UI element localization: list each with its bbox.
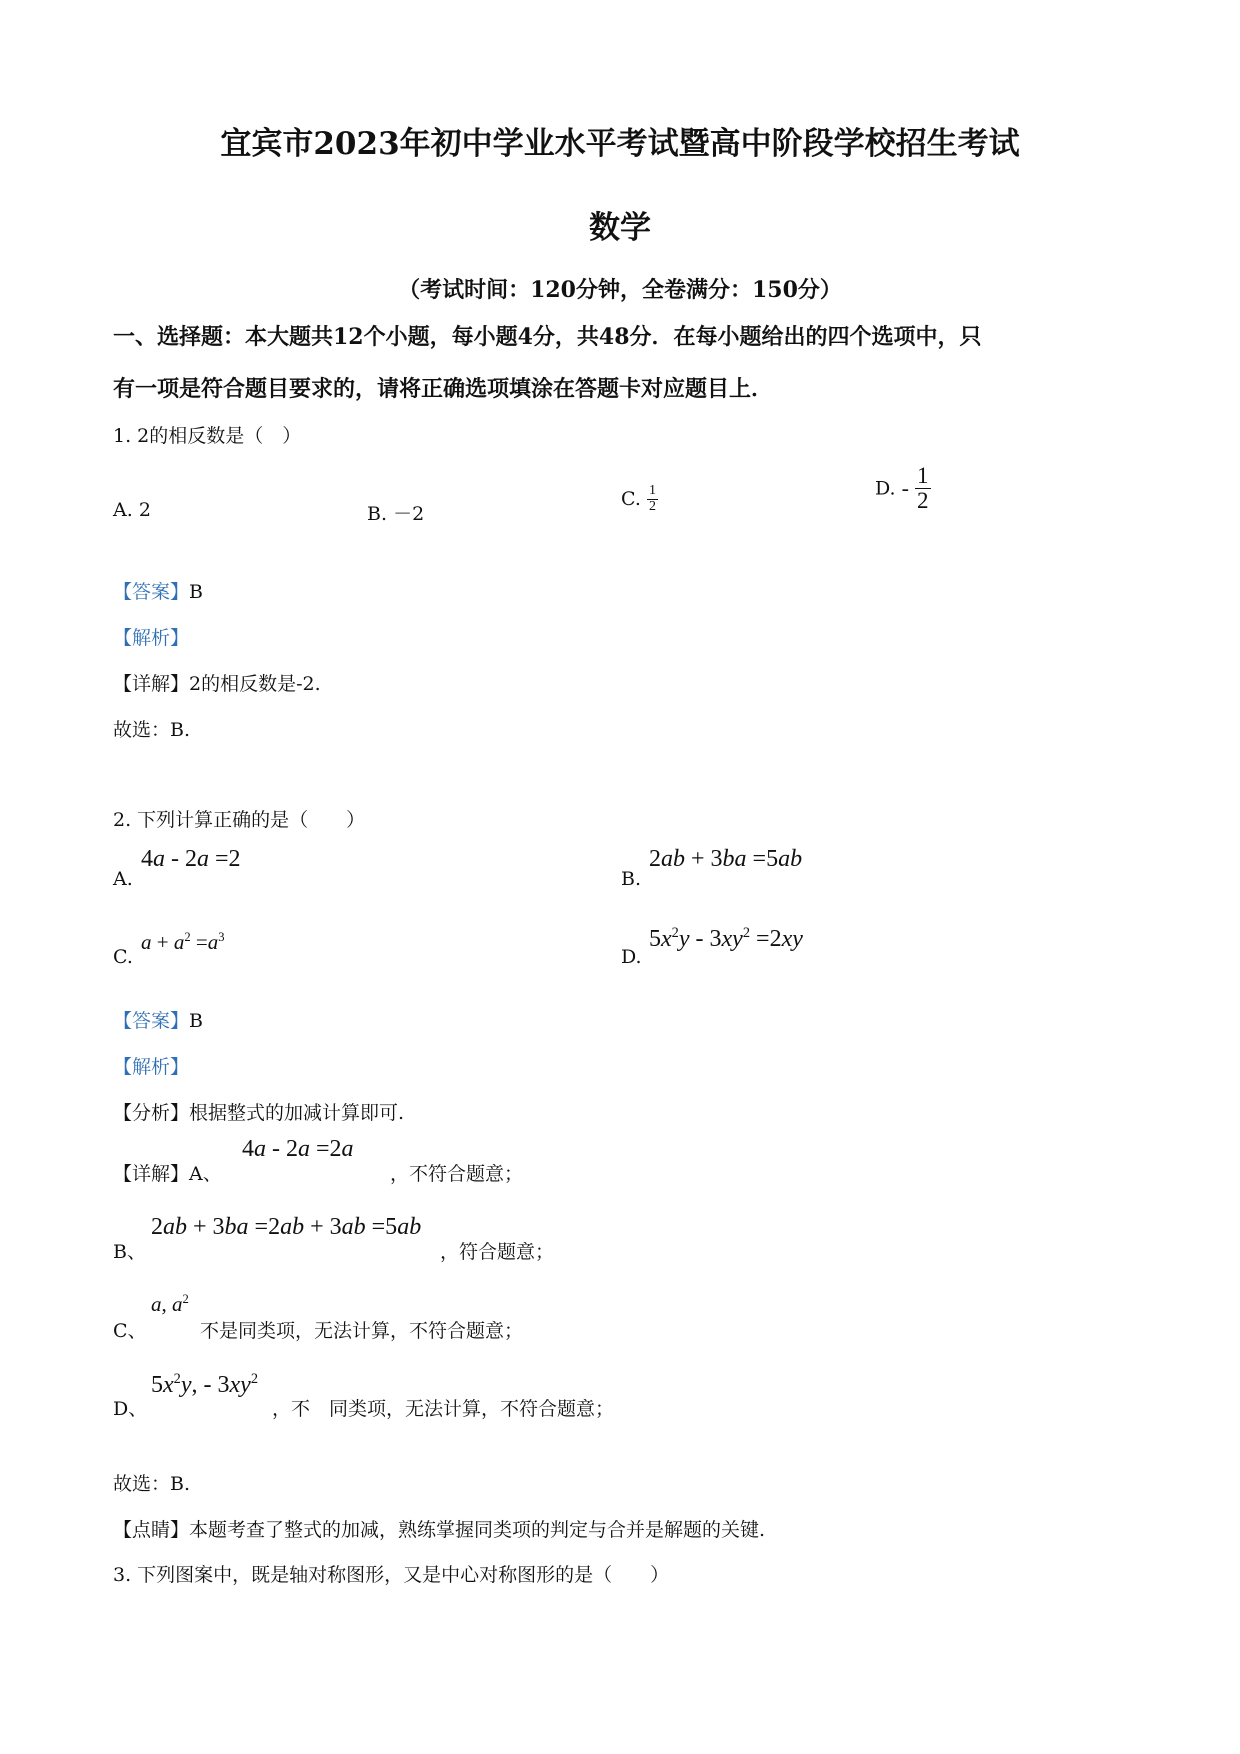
q2-detail-d-prefix: D、	[113, 1398, 148, 1420]
q2-dianjing: 【点睛】本题考查了整式的加减，熟练掌握同类项的判定与合并是解题的关键.	[113, 1519, 766, 1541]
q2-stem: 2. 下列计算正确的是（ ）	[113, 809, 366, 831]
q2-answer	[113, 1006, 203, 1033]
q2-detail-c-formula: a, $a^2$	[151, 1292, 189, 1316]
q1-option-d-label: D.	[875, 477, 896, 500]
q1-option-b-value: －2	[393, 503, 425, 525]
q1-answer-value: B	[189, 581, 203, 603]
q2-option-d-label: D.	[621, 946, 642, 968]
q1-option-a	[113, 499, 151, 521]
fraction-numerator: 1	[648, 483, 656, 498]
q2-detail-a-formula: 4a - 2a =2a	[242, 1136, 354, 1162]
q2-fenxi: 【分析】根据整式的加减计算即可.	[113, 1102, 405, 1124]
q1-option-d-fraction	[915, 464, 931, 513]
q1-option-a-value: 2	[138, 499, 151, 521]
q1-answer-tag: 【答案】	[113, 581, 190, 603]
q1-detail: 【详解】2的相反数是-2.	[113, 673, 321, 695]
q1-answer	[113, 577, 203, 604]
q1-option-b-label: B.	[367, 503, 388, 525]
section-heading-line2: 有一项是符合题目要求的，请将正确选项填涂在答题卡对应题目上．	[113, 376, 774, 402]
q1-option-d-sign: -	[901, 475, 909, 501]
q1-option-c	[621, 484, 658, 514]
q2-option-d-formula: $5x^2y - 3xy^2 =2xy$	[649, 925, 803, 952]
fraction-numerator: 1	[917, 463, 929, 488]
q2-detail-b-formula: 2ab + 3ba =2ab + 3ab =5ab	[151, 1214, 422, 1240]
q2-detail-c-prefix: C、	[113, 1320, 147, 1342]
q1-analysis-tag: 【解析】	[113, 627, 190, 649]
q1-choice: 故选：B.	[113, 719, 191, 741]
q2-option-c-formula: $a + a^2 =a^3$	[141, 930, 225, 954]
q2-option-b-label: B.	[621, 868, 642, 890]
q1-option-c-fraction	[647, 484, 658, 514]
q2-detail-b-suffix: ，符合题意；	[440, 1241, 555, 1263]
q2-answer-tag: 【答案】	[113, 1010, 190, 1032]
q2-detail-b-prefix: B、	[113, 1241, 146, 1263]
fraction-denominator: 2	[917, 488, 929, 514]
q3-stem: 3. 下列图案中，既是轴对称图形，又是中心对称图形的是（ ）	[113, 1564, 670, 1586]
q2-detail-c-suffix: 不是同类项，无法计算，不符合题意；	[200, 1320, 524, 1342]
q1-option-a-label: A.	[113, 499, 133, 521]
q2-answer-value: B	[189, 1010, 203, 1032]
exam-title: 宜宾市2023年初中学业水平考试暨高中阶段学校招生考试	[220, 126, 1020, 162]
q1-option-b	[367, 499, 424, 526]
q1-option-c-label: C.	[621, 488, 641, 511]
exam-info: （考试时间：120分钟，全卷满分：150分）	[398, 277, 842, 303]
q2-detail-d-suffix: ，不 同类项，无法计算，不符合题意；	[272, 1398, 615, 1420]
subject-title: 数学	[589, 210, 651, 246]
q2-option-b-formula: 2ab + 3ba =5ab	[649, 846, 803, 872]
q2-choice: 故选：B.	[113, 1473, 191, 1495]
q1-stem: 1. 2的相反数是（ ）	[113, 425, 302, 447]
q2-option-a-formula: 4a - 2a =2	[141, 846, 241, 872]
q2-detail-d-formula: $5x^2y$, - $3xy^2$	[151, 1371, 259, 1398]
section-heading-line1: 一、选择题：本大题共12个小题，每小题4分，共48分．在每小题给出的四个选项中，只	[113, 324, 982, 350]
q2-option-c-label: C.	[113, 946, 133, 968]
q1-option-d	[875, 464, 931, 513]
q2-analysis-tag: 【解析】	[113, 1056, 190, 1078]
fraction-denominator: 2	[648, 498, 656, 514]
q2-detail-a-suffix: ，不符合题意；	[390, 1163, 524, 1185]
q2-detail-a-prefix: 【详解】A、	[113, 1163, 222, 1185]
q2-option-a-label: A.	[113, 868, 133, 890]
